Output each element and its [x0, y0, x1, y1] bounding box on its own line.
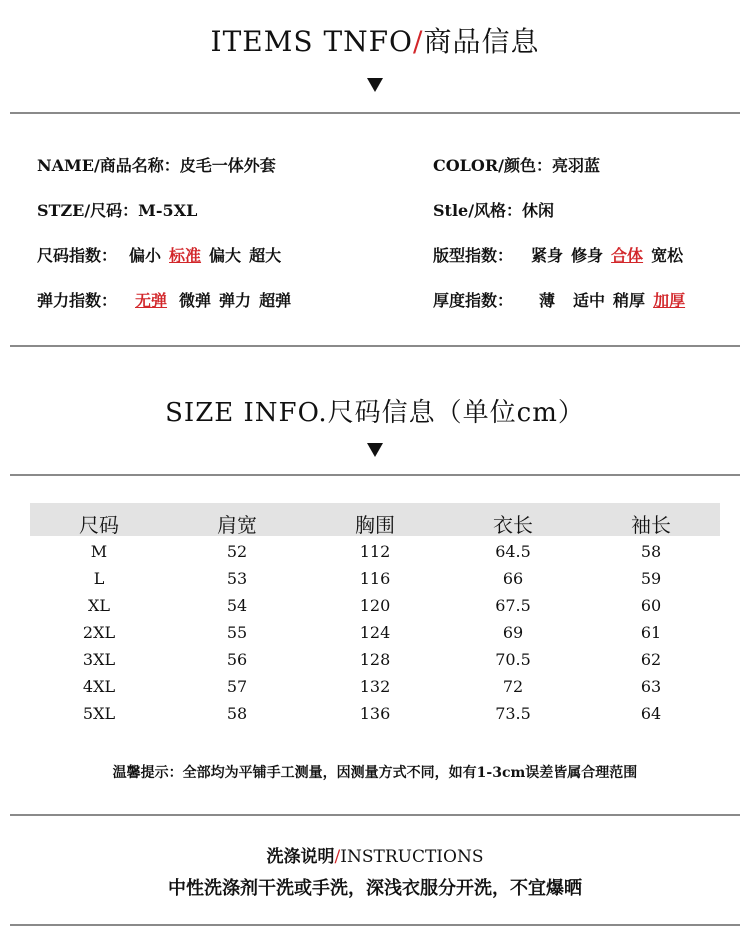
table-row [30, 569, 720, 589]
cell-length: 66 [502, 569, 524, 588]
header-size: 尺码 [79, 513, 119, 537]
product-name: NAME/商品名称：皮毛一体外套 [37, 156, 276, 175]
product-style: Stle/风格：休闲 [433, 201, 555, 220]
down-arrow-icon [367, 78, 383, 92]
washing-title [0, 842, 750, 867]
items-info-title [0, 20, 750, 60]
cell-length: 70.5 [495, 650, 531, 669]
cell-sleeve: 58 [640, 542, 662, 561]
fit-row [433, 243, 683, 266]
cell-shoulder: 57 [226, 677, 248, 696]
cell-sleeve: 60 [640, 596, 662, 615]
cell-sleeve: 62 [640, 650, 662, 669]
elastic-opt: 超弹 [259, 291, 292, 310]
cell-size: M [90, 542, 108, 561]
cell-length: 69 [502, 623, 524, 642]
thickness-opt: 稍厚 [613, 291, 646, 310]
cell-length: 72 [502, 677, 524, 696]
cell-chest: 116 [359, 569, 391, 588]
size-index-opt: 偏小 [129, 246, 162, 265]
cell-chest: 136 [359, 704, 391, 723]
fit-opt: 修身 [571, 246, 604, 265]
table-row [30, 542, 720, 562]
elastic-label: 弹力指数： [37, 291, 118, 310]
size-index-opt-selected: 标准 [169, 246, 202, 265]
product-size: STZE/尺码：M-5XL [37, 201, 198, 220]
thickness-opt-selected: 加厚 [653, 291, 686, 310]
title-slash: / [413, 25, 424, 58]
cell-chest: 128 [359, 650, 391, 669]
header-shoulder: 肩宽 [217, 513, 257, 537]
cell-chest: 120 [359, 596, 391, 615]
size-table-header [30, 503, 720, 536]
divider [10, 345, 740, 347]
elastic-opt: 弹力 [219, 291, 252, 310]
divider [10, 474, 740, 476]
cell-size: L [93, 569, 105, 588]
items-info-title-cn: 商品信息 [423, 25, 540, 58]
elastic-opt: 微弹 [179, 291, 212, 310]
header-chest: 胸围 [355, 513, 395, 537]
fit-label: 版型指数： [433, 246, 514, 265]
cell-sleeve: 59 [640, 569, 662, 588]
table-row [30, 704, 720, 724]
table-row [30, 650, 720, 670]
fit-opt: 紧身 [531, 246, 564, 265]
size-index-label: 尺码指数： [37, 246, 118, 265]
cell-length: 64.5 [495, 542, 531, 561]
washing-text: 中性洗涤剂干洗或手洗，深浅衣服分开洗，不宜爆晒 [168, 878, 582, 899]
cell-shoulder: 55 [226, 623, 248, 642]
thickness-opt: 适中 [573, 291, 606, 310]
size-index-opt: 偏大 [209, 246, 242, 265]
cell-size: 5XL [82, 704, 116, 723]
cell-size: 3XL [82, 650, 116, 669]
cell-chest: 112 [359, 542, 391, 561]
elastic-row [37, 288, 291, 311]
cell-shoulder: 54 [226, 596, 248, 615]
fit-opt: 宽松 [651, 246, 684, 265]
down-arrow-icon [367, 443, 383, 457]
cell-chest: 124 [359, 623, 391, 642]
divider [10, 924, 740, 926]
cell-size: 2XL [82, 623, 116, 642]
cell-chest: 132 [359, 677, 391, 696]
cell-length: 67.5 [495, 596, 531, 615]
thickness-label: 厚度指数： [433, 291, 514, 310]
table-row [30, 677, 720, 697]
cell-sleeve: 64 [640, 704, 662, 723]
title-slash: / [334, 847, 341, 867]
elastic-opt-selected: 无弹 [135, 291, 168, 310]
thickness-row [433, 288, 685, 311]
cell-sleeve: 63 [640, 677, 662, 696]
washing-title-cn: 洗涤说明 [266, 847, 335, 867]
size-index-opt: 超大 [249, 246, 282, 265]
cell-shoulder: 53 [226, 569, 248, 588]
thickness-opt: 薄 [539, 291, 556, 310]
washing-title-en: INSTRUCTIONS [340, 847, 484, 867]
divider [10, 814, 740, 816]
cell-shoulder: 56 [226, 650, 248, 669]
cell-size: XL [87, 596, 110, 615]
header-sleeve: 袖长 [631, 513, 671, 537]
header-length: 衣长 [493, 513, 533, 537]
table-row [30, 623, 720, 643]
size-index-row [37, 243, 281, 266]
cell-shoulder: 52 [226, 542, 248, 561]
cell-size: 4XL [82, 677, 116, 696]
fit-opt-selected: 合体 [611, 246, 644, 265]
divider [10, 112, 740, 114]
cell-shoulder: 58 [226, 704, 248, 723]
product-color: COLOR/颜色：亮羽蓝 [433, 156, 601, 175]
size-info-title: SIZE INFO.尺码信息（单位cm） [165, 398, 585, 428]
cell-length: 73.5 [495, 704, 531, 723]
table-row [30, 596, 720, 616]
measurement-note: 温馨提示：全部均为平铺手工测量，因测量方式不同，如有1-3cm误差皆属合理范围 [112, 765, 638, 781]
cell-sleeve: 61 [640, 623, 662, 642]
items-info-title-en: ITEMS TNFO [210, 25, 414, 58]
